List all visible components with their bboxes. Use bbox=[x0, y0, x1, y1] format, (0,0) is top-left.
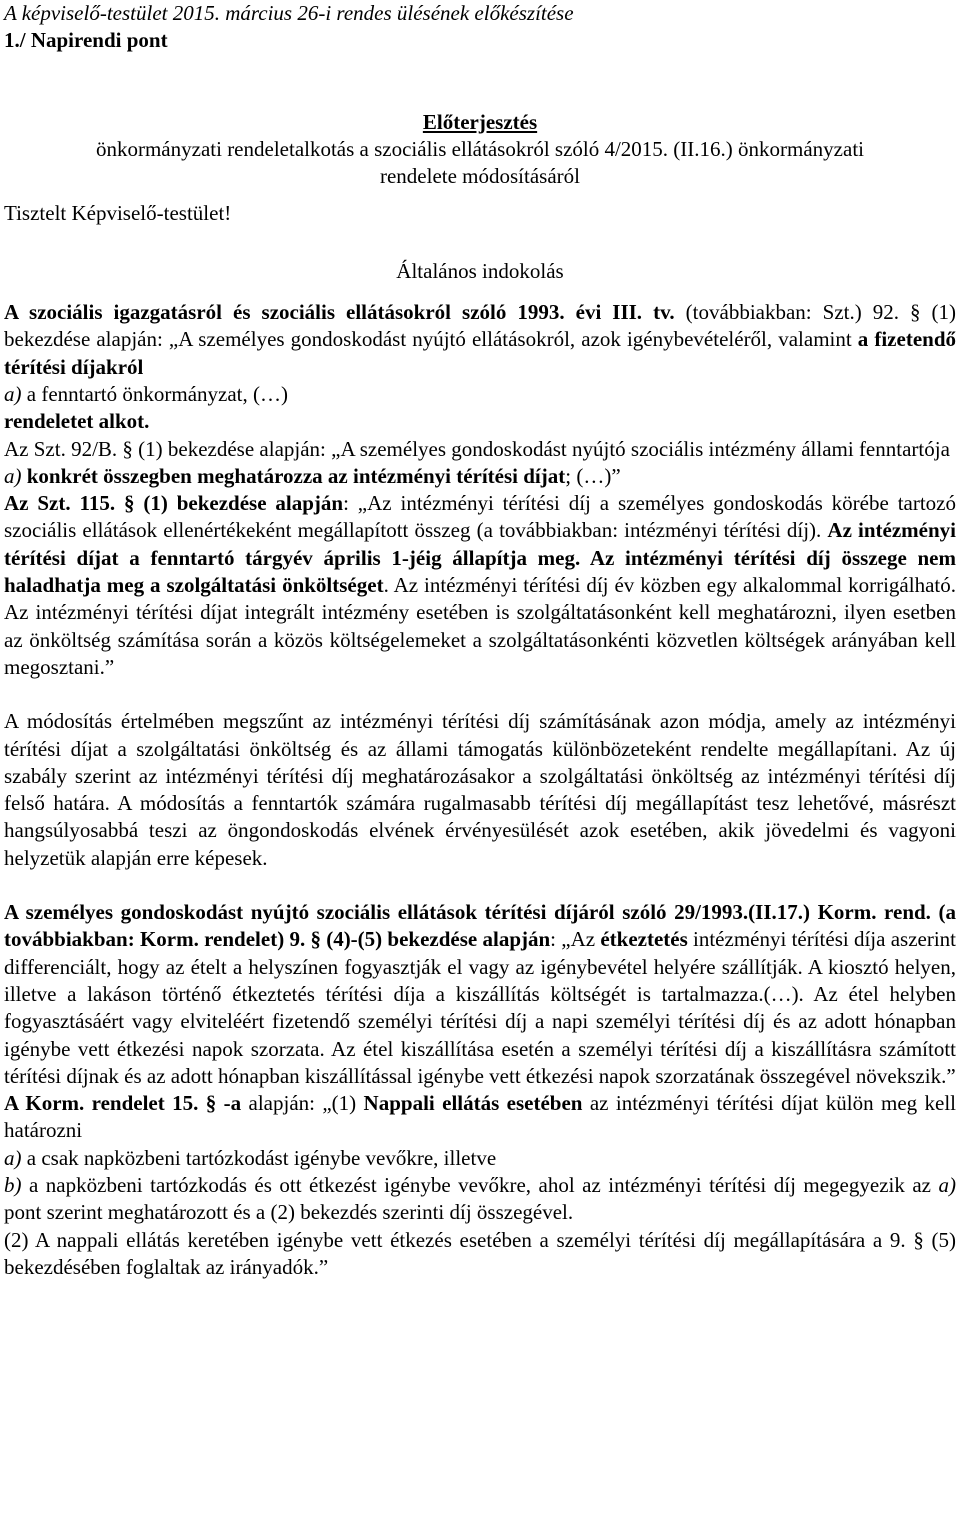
emphasis-run: konkrét összegben meghatározza az intézményi térítési díjat bbox=[21, 463, 566, 488]
paragraph-korm-rendelet-9 bbox=[4, 899, 956, 1090]
agenda-item: 1./ Napirendi pont bbox=[4, 28, 168, 53]
paragraph-subsection-2: (2) A nappali ellátás keretében igénybe vett étkezés esetében a személyi térítési díj megállapítására a 9. § (5) bekezdésében foglaltak az irányadók.” bbox=[4, 1227, 956, 1279]
text-run: . Az intézményi térítési díj év közben egy alkalommal korrigálható. Az intézményi térítési díjat integrált intézmény esetében is szolgáltatásonként kell meghatározni, ilyen esetben az önköltség számítása során a közös költségelemeket a szolgáltatásonkénti közvetlen költségek arányában kell megosztani.” bbox=[4, 573, 956, 679]
law-reference: A személyes gondoskodást nyújtó szociális ellátások térítési díjáról szóló 29/1993.(II.17.) Korm. rend. (a továbbiakban: Korm. rendelet) 9. § (4)-(5) bekezdése alapján bbox=[4, 900, 956, 952]
list-item-b bbox=[4, 1172, 956, 1227]
spacer bbox=[4, 872, 956, 899]
list-text: a csak napközbeni tartózkodást igénybe vevőkre, illetve bbox=[21, 1145, 497, 1170]
list-marker: a) bbox=[4, 1145, 22, 1170]
list-marker: a) bbox=[4, 381, 22, 406]
section-title: Általános indokolás bbox=[396, 258, 564, 283]
list-item-a bbox=[4, 381, 956, 408]
meeting-header: A képviselő-testület 2015. március 26-i rendes ülésének előkészítése bbox=[4, 1, 574, 25]
emphasis-run: a fizetendő térítési díjakról bbox=[4, 327, 956, 379]
salutation: Tisztelt Képviselő-testület! bbox=[4, 201, 232, 226]
subject-line-1: önkormányzati rendeletalkotás a szociális ellátásokról szóló 4/2015. (II.16.) önkormányzati bbox=[95, 136, 864, 161]
text-run: intézményi térítési díja aszerint differenciált, hogy az ételt a helyszínen fogyasztják el vagy az igénybevétel helyére szállítják. A kiosztó helyen, illetve a lakáson történő étkeztetés térítési díja a kiszállítás költségét is tartalmazza.(…). Az étel helyben fogyasztásáért vagy elviteléért fizetendő személyi térítési díj a napi személyi térítési díj és az adott hónapban igénybe vett étkezési napok szorzata. Az étel kiszállítása esetén a személyi térítési díj a kiszállításra számított térítési díjnak és az adott hónapban kiszállítással igénybe vett étkezési napok szorzatának összegével növekszik.” bbox=[4, 927, 956, 1088]
list-text: pont szerint meghatározott és a (2) bekezdés szerinti díj összegével. bbox=[4, 1200, 574, 1225]
list-marker: a) bbox=[4, 463, 22, 488]
text-run: : „Az intézményi térítési díj a személyes gondoskodás körébe tartozó szociális ellátások ellenértékeként megállapított összeg (a továbbiakban: intézményi térítési díj). bbox=[4, 491, 956, 543]
emphasis-run: Nappali ellátás esetében bbox=[363, 1091, 583, 1116]
spacer bbox=[4, 55, 956, 109]
paragraph-szt-115 bbox=[4, 490, 956, 681]
list-text: a napközbeni tartózkodás és ott étkezést igénybe vevőkre, ahol az intézményi térítési díj megegyezik az bbox=[21, 1172, 939, 1197]
spacer bbox=[4, 285, 956, 299]
emphasis-run: Az intézményi térítési díjat a fenntartó tárgyév április 1-jéig állapítja meg. Az intézményi térítési díj összege nem haladhatja meg a szolgáltatási önköltséget bbox=[4, 518, 956, 598]
law-reference: A szociális igazgatásról és szociális ellátásokról szóló 1993. évi III. tv. bbox=[4, 300, 675, 325]
law-reference: A Korm. rendelet 15. § -a bbox=[4, 1091, 242, 1116]
spacer bbox=[4, 681, 956, 708]
list-marker: b) bbox=[4, 1172, 22, 1197]
paragraph-korm-rendelet-15 bbox=[4, 1090, 956, 1145]
text-run: Az Szt. 92/B. § (1) bekezdése alapján: „A személyes gondoskodást nyújtó szociális intézmény állami fenntartója bbox=[4, 436, 950, 461]
spacer bbox=[4, 190, 956, 200]
subject-line-2: rendelete módosításáról bbox=[379, 164, 580, 189]
spacer bbox=[4, 228, 956, 258]
law-reference: Az Szt. 115. § (1) bekezdése alapján bbox=[4, 491, 344, 516]
emphasis-run: étkeztetés bbox=[600, 927, 688, 952]
paragraph-closing: rendeletet alkot. bbox=[4, 409, 150, 434]
document-title: Előterjesztés bbox=[422, 109, 538, 134]
list-text: ; (…)” bbox=[565, 463, 621, 488]
list-text: a fenntartó önkormányzat, (…) bbox=[21, 381, 288, 406]
paragraph-modification: A módosítás értelmében megszűnt az intézményi térítési díj számításának azon módja, amely az intézményi térítési díjat a szolgáltatási önköltség és az állami támogatás különbözeteként rendelte megállapítani. Az új szabály szerint az intézményi térítési díj meghatározásakor a szolgáltatási önköltség az intézményi térítési díj felső határa. A módosítás a fenntartók számára rugalmasabb térítési díj megállapítást tesz lehetővé, másrészt hangsúlyosabbá teszi az öngondoskodás elvének érvényesülését azok esetében, akik jövedelmi és vagyoni helyzetük alapján erre képesek. bbox=[4, 709, 956, 870]
list-marker: a) bbox=[938, 1172, 956, 1197]
list-item-a bbox=[4, 463, 956, 490]
list-item-a bbox=[4, 1145, 956, 1172]
text-run: az intézményi térítési díjat külön meg kell határozni bbox=[4, 1091, 957, 1143]
paragraph-szt-92 bbox=[4, 299, 956, 381]
text-run: (továbbiakban: Szt.) 92. § (1) bekezdése alapján: „A személyes gondoskodást nyújtó ellátásokról, azok igénybevételéről, valamint bbox=[4, 300, 956, 352]
text-run: alapján: „(1) bbox=[241, 1091, 364, 1116]
paragraph-szt-92b bbox=[4, 436, 956, 463]
text-run: : „Az bbox=[550, 927, 601, 952]
